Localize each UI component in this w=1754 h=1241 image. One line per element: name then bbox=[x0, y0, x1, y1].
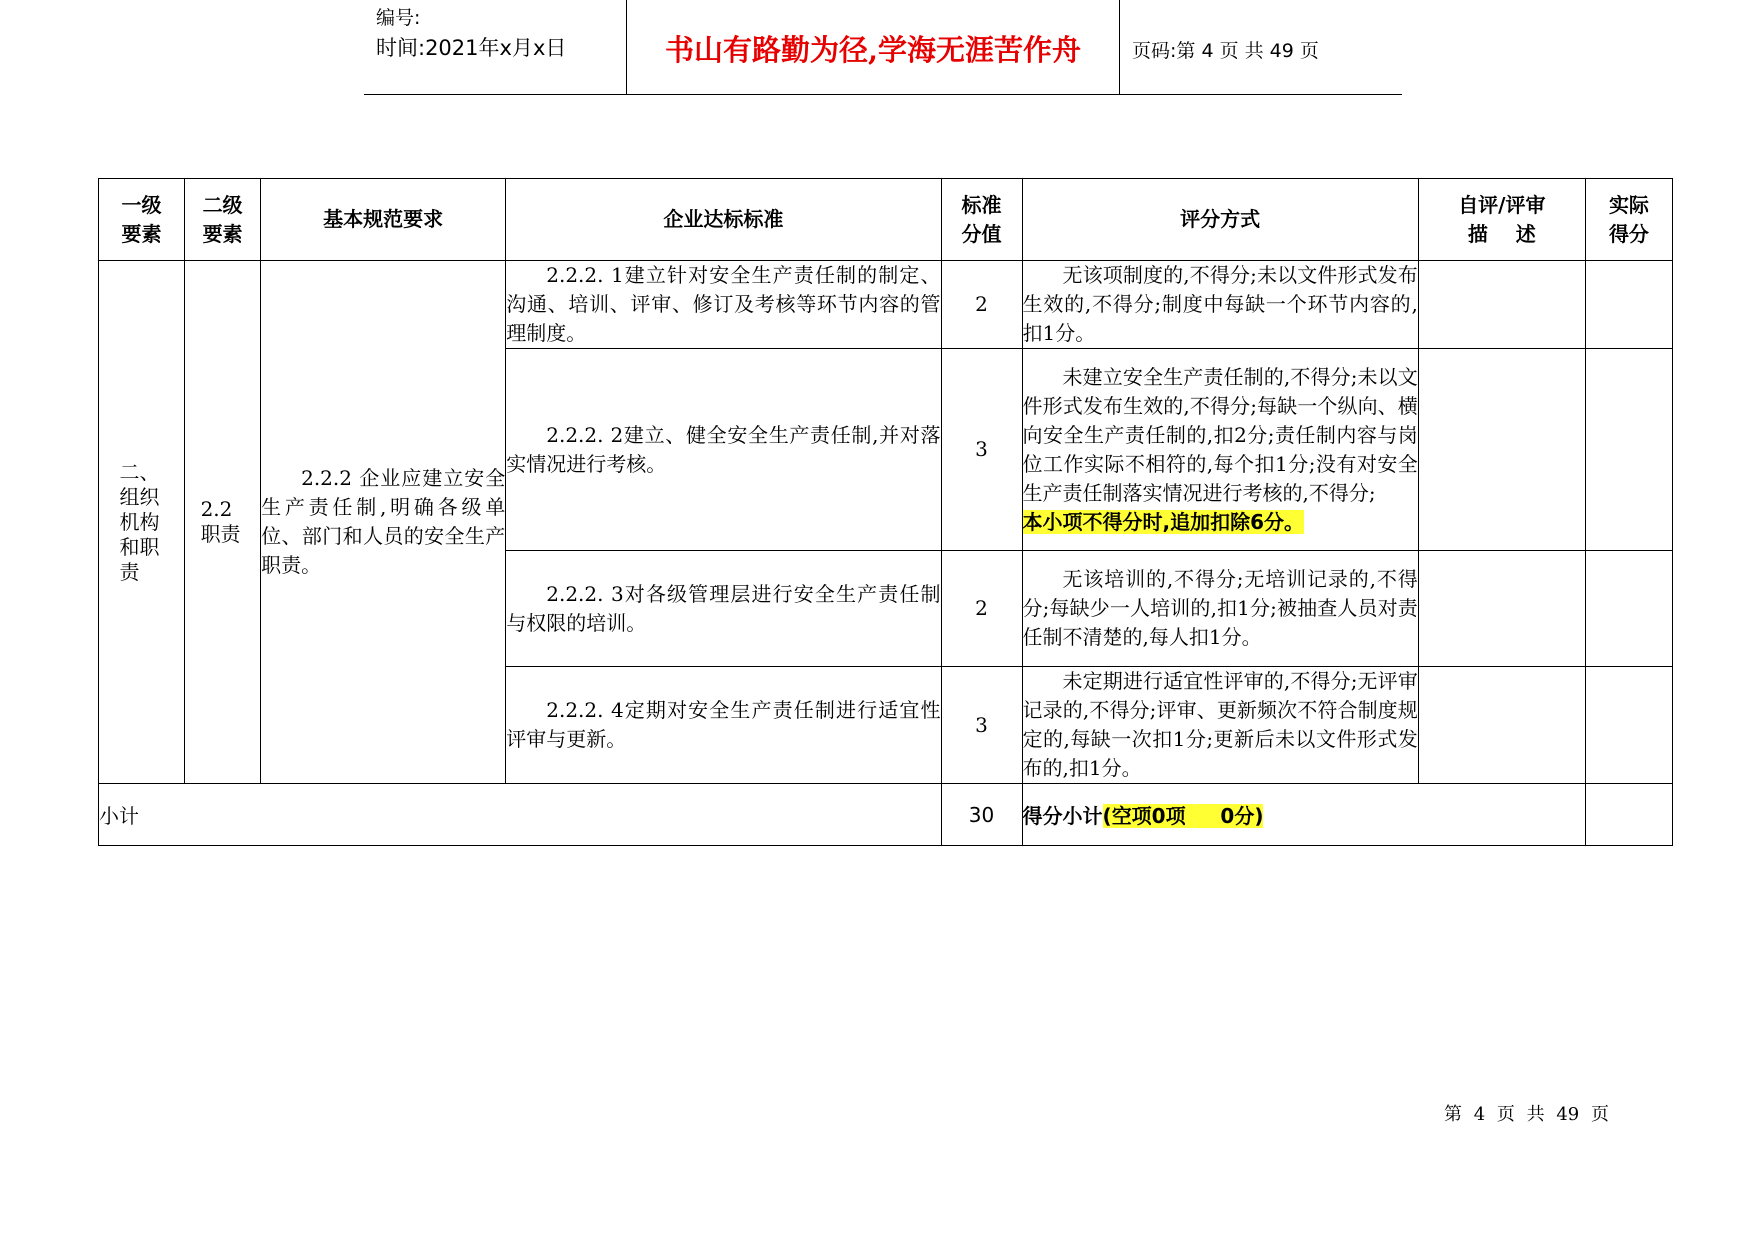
level1-text: 二、组织机构和职责 bbox=[119, 459, 160, 584]
standard-text: 2.2.2. 3对各级管理层进行安全生产责任制与权限的培训。 bbox=[506, 581, 941, 635]
basic-requirement-text: 2.2.2 企业应建立安全生产责任制,明确各级单位、部门和人员的安全生产职责。 bbox=[261, 466, 506, 577]
standard-text: 2.2.2. 2建立、健全安全生产责任制,并对落实情况进行考核。 bbox=[506, 422, 941, 476]
standard-cell bbox=[506, 667, 941, 784]
standard-text: 2.2.2. 4定期对安全生产责任制进行适宜性评审与更新。 bbox=[506, 698, 941, 751]
subtotal-label: 小计 bbox=[99, 784, 942, 846]
score-cell: 3 bbox=[941, 667, 1022, 784]
standard-cell bbox=[506, 349, 941, 551]
subtotal-method-cell bbox=[1022, 784, 1585, 846]
method-text: 未定期进行适宜性评审的,不得分;无评审记录的,不得分;评审、更新频次不符合制度规定的,每缺一次扣1分;更新后未以文件形式发布的,扣1分。 bbox=[1022, 669, 1418, 780]
score-cell: 2 bbox=[941, 261, 1022, 349]
method-text: 无该培训的,不得分;无培训记录的,不得分;每缺少一人培训的,扣1分;被抽查人员对责任制不清楚的,每人扣1分。 bbox=[1022, 567, 1418, 649]
subtotal-method-label: 得分小计 bbox=[1022, 804, 1103, 828]
actual-score-cell[interactable] bbox=[1585, 667, 1672, 784]
subtotal-actual-cell[interactable] bbox=[1585, 784, 1672, 846]
method-text: 无该项制度的,不得分;未以文件形式发布生效的,不得分;制度中每缺一个环节内容的,扣1分。 bbox=[1022, 263, 1418, 345]
subtotal-score: 30 bbox=[941, 784, 1022, 846]
evaluation-table bbox=[98, 178, 1673, 846]
col-header-actual: 实际 得分 bbox=[1585, 179, 1672, 261]
method-highlight: 本小项不得分时,追加扣除6分。 bbox=[1022, 509, 1305, 534]
table-row bbox=[99, 261, 1673, 349]
header-info-cell bbox=[364, 0, 627, 94]
col-header-score: 标准 分值 bbox=[941, 179, 1022, 261]
method-text: 未建立安全生产责任制的,不得分;未以文件形式发布生效的,不得分;每缺一个纵向、横向安全生产责任制的,扣2分;责任制内容与岗位工作实际不相符的,每个扣1分;没有对安全生产责任制落实情况进行考核的,不得分; bbox=[1022, 364, 1418, 505]
header-motto-cell bbox=[627, 0, 1120, 94]
actual-score-cell[interactable] bbox=[1585, 551, 1672, 667]
score-cell: 3 bbox=[941, 349, 1022, 551]
col-header-level2: 二级 要素 bbox=[185, 179, 261, 261]
document-number-label: 编号: bbox=[376, 7, 421, 29]
col-header-basic-requirement: 基本规范要求 bbox=[261, 179, 506, 261]
subtotal-highlight: (空项0项 0分) bbox=[1102, 804, 1264, 828]
review-cell[interactable] bbox=[1418, 551, 1585, 667]
standard-cell bbox=[506, 261, 941, 349]
actual-score-cell[interactable] bbox=[1585, 349, 1672, 551]
subtotal-row bbox=[99, 784, 1673, 846]
page-code: 页码:第 4 页 共 49 页 bbox=[1132, 40, 1319, 62]
standard-text: 2.2.2. 1建立针对安全生产责任制的制定、沟通、培训、评审、修订及考核等环节内容的管理制度。 bbox=[506, 263, 941, 345]
method-cell bbox=[1022, 551, 1418, 667]
col-header-standard: 企业达标标准 bbox=[506, 179, 941, 261]
document-date: 时间:2021年x月x日 bbox=[376, 36, 567, 60]
level2-text: 2.2职责 bbox=[200, 497, 241, 546]
col-header-method: 评分方式 bbox=[1022, 179, 1418, 261]
method-cell bbox=[1022, 261, 1418, 349]
standard-cell bbox=[506, 551, 941, 667]
review-cell[interactable] bbox=[1418, 667, 1585, 784]
page-header bbox=[364, 0, 1402, 95]
method-cell bbox=[1022, 667, 1418, 784]
motto-text: 书山有路勤为径,学海无涯苦作舟 bbox=[664, 33, 1082, 67]
table-header-row bbox=[99, 179, 1673, 261]
basic-requirement-cell bbox=[261, 261, 506, 784]
page-footer: 第 4 页 共 49 页 bbox=[1444, 1104, 1609, 1125]
actual-score-cell[interactable] bbox=[1585, 261, 1672, 349]
review-cell[interactable] bbox=[1418, 349, 1585, 551]
level1-cell bbox=[99, 261, 185, 784]
review-cell[interactable] bbox=[1418, 261, 1585, 349]
col-header-level1: 一级 要素 bbox=[99, 179, 185, 261]
score-cell: 2 bbox=[941, 551, 1022, 667]
col-header-review: 自评/评审 描 述 bbox=[1418, 179, 1585, 261]
method-cell bbox=[1022, 349, 1418, 551]
header-page-cell bbox=[1120, 0, 1402, 94]
level2-cell bbox=[185, 261, 261, 784]
